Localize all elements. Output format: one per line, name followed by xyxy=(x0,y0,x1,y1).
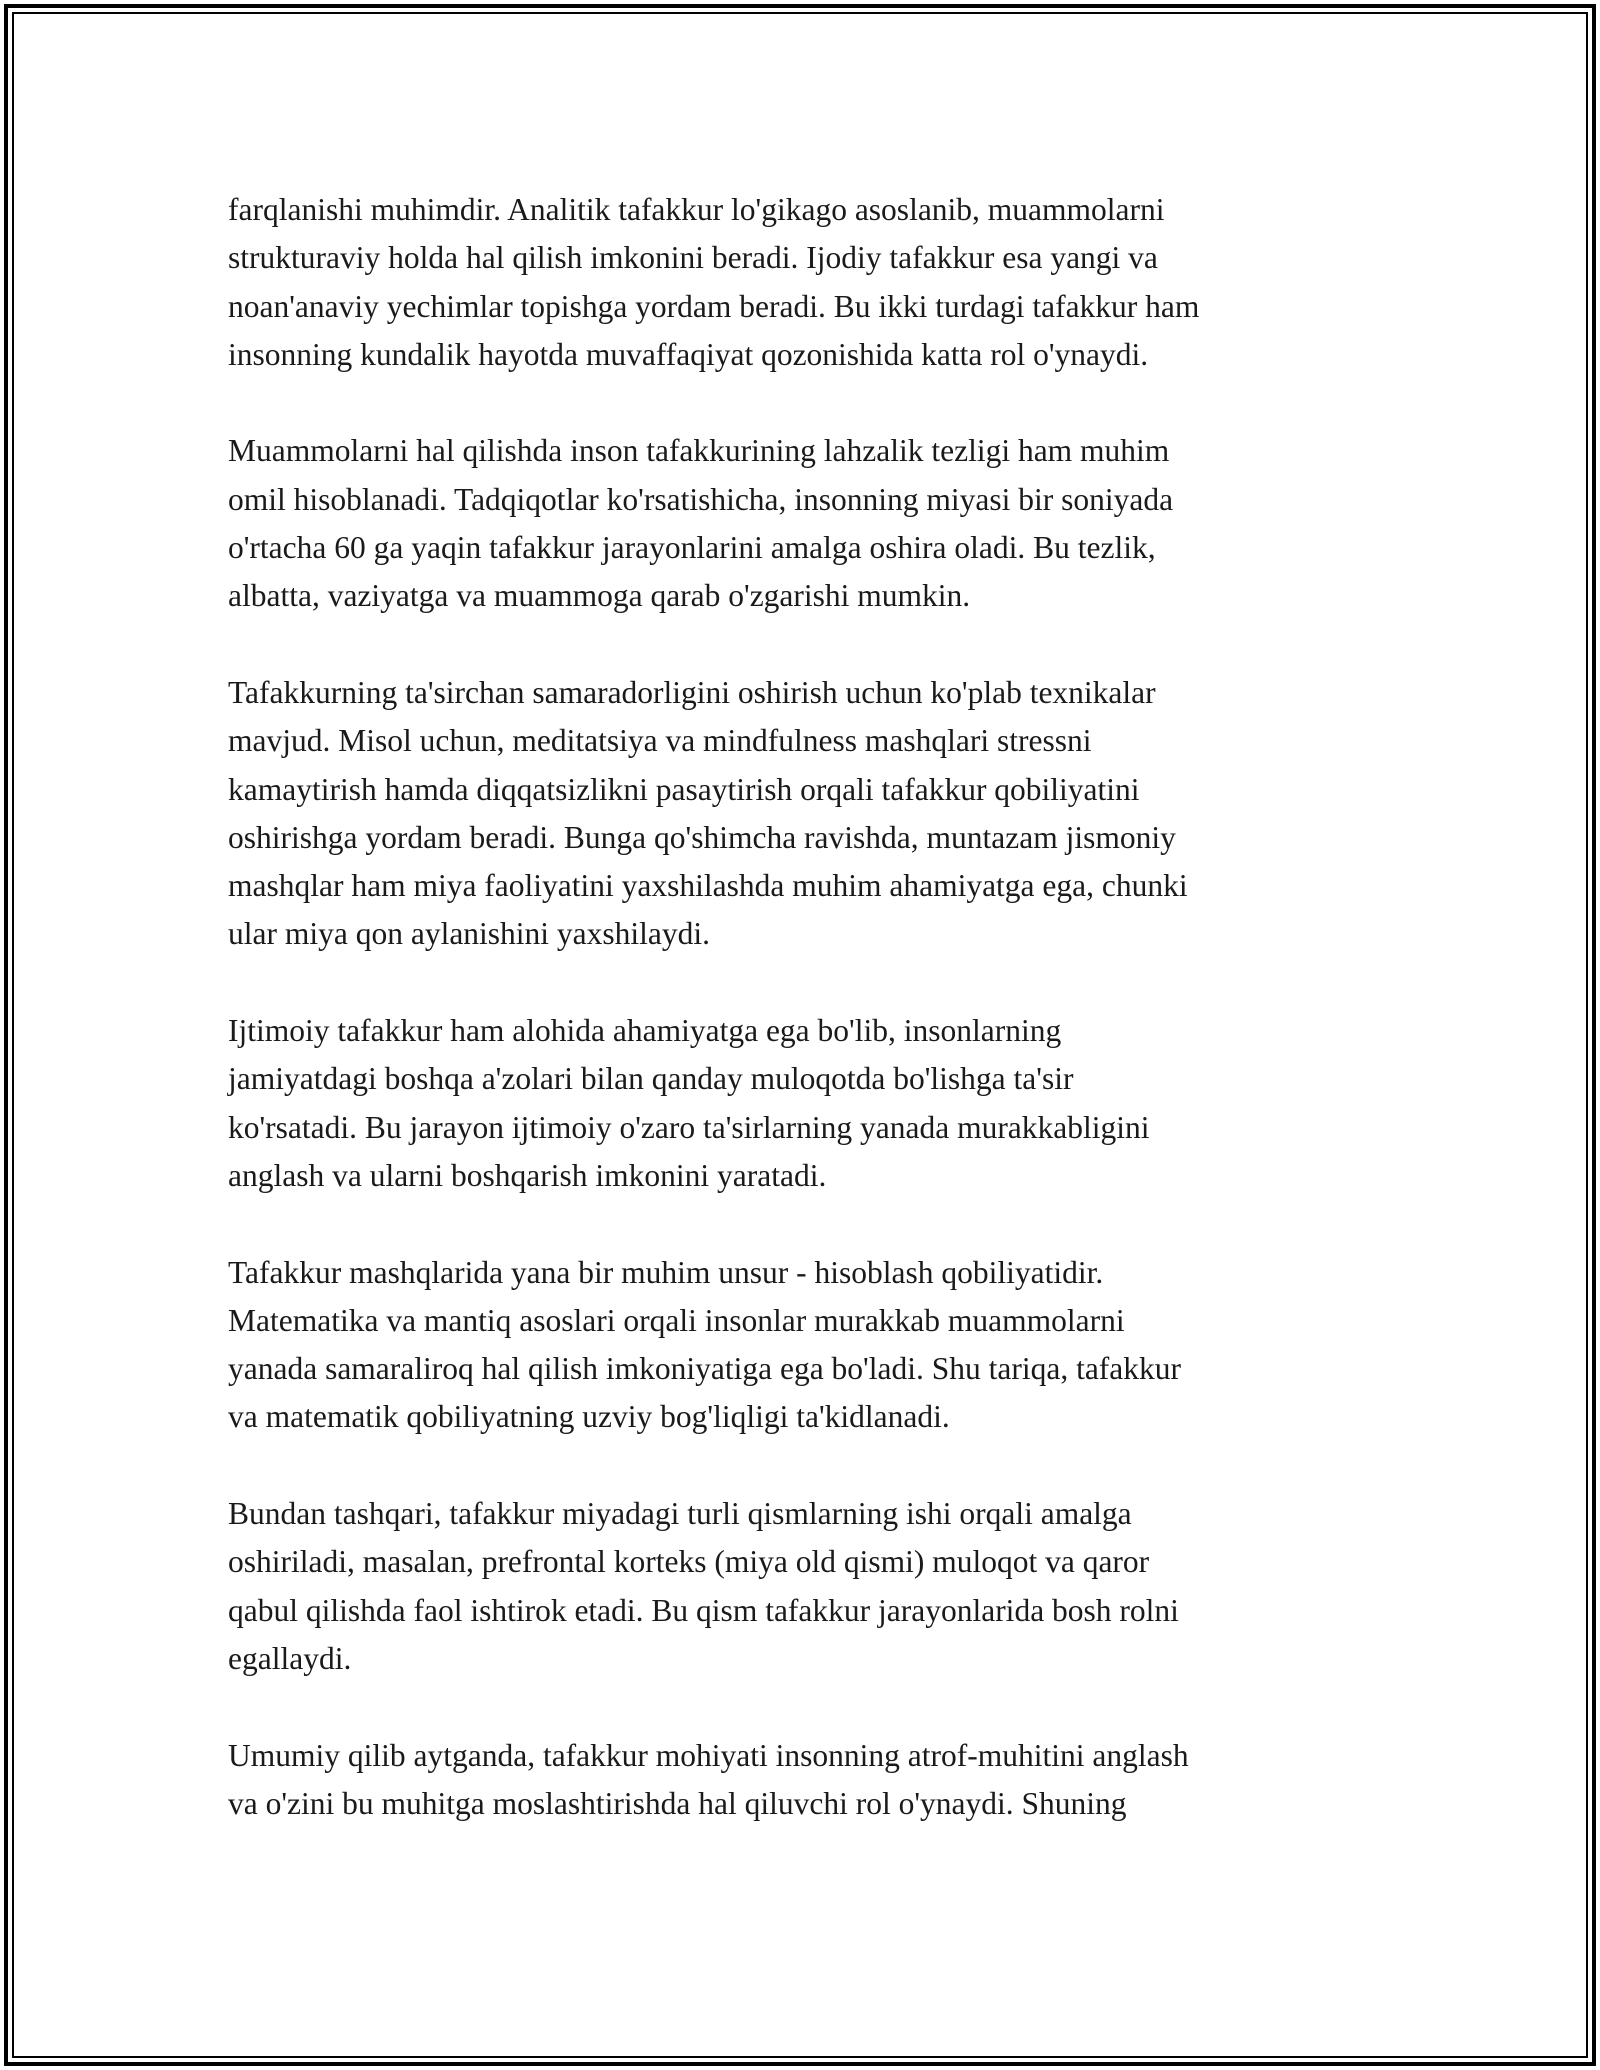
text-line: ular miya qon aylanishini yaxshilaydi. xyxy=(228,916,711,952)
text-line: va matematik qobiliyatning uzviy bog'liqligi ta'kidlanadi. xyxy=(228,1399,950,1435)
paragraph-6 xyxy=(228,1490,1428,1683)
text-line: albatta, vaziyatga va muammoga qarab o'zgarishi mumkin. xyxy=(228,578,971,614)
paragraph-7 xyxy=(228,1732,1428,1829)
text-line: o'rtacha 60 ga yaqin tafakkur jarayonlarini amalga oshira oladi. Bu tezlik, xyxy=(228,530,1156,566)
text-line: insonning kundalik hayotda muvaffaqiyat qozonishida katta rol o'ynaydi. xyxy=(228,336,1149,372)
text-line: yanada samaraliroq hal qilish imkoniyatiga ega bo'ladi. Shu tariqa, tafakkur xyxy=(228,1351,1182,1387)
text-line: Tafakkur mashqlarida yana bir muhim unsur - hisoblash qobiliyatidir. xyxy=(228,1254,1104,1290)
paragraph-1 xyxy=(228,186,1428,379)
text-line: qabul qilishda faol ishtirok etadi. Bu qism tafakkur jarayonlarida bosh rolni xyxy=(228,1592,1179,1628)
text-line: Ijtimoiy tafakkur ham alohida ahamiyatga ega bo'lib, insonlarning xyxy=(228,1013,1062,1049)
text-line: noan'anaviy yechimlar topishga yordam beradi. Bu ikki turdagi tafakkur ham xyxy=(228,288,1200,324)
paragraph-2 xyxy=(228,427,1428,620)
text-line: Tafakkurning ta'sirchan samaradorligini oshirish uchun ko'plab texnikalar xyxy=(228,674,1156,710)
text-line: Umumiy qilib aytganda, tafakkur mohiyati insonning atrof-muhitini anglash xyxy=(228,1737,1189,1773)
text-line: mashqlar ham miya faoliyatini yaxshilashda muhim ahamiyatga ega, chunki xyxy=(228,868,1188,904)
text-line: jamiyatdagi boshqa a'zolari bilan qanday muloqotda bo'lishga ta'sir xyxy=(228,1061,1074,1097)
text-line: strukturaviy holda hal qilish imkonini beradi. Ijodiy tafakkur esa yangi va xyxy=(228,240,1158,276)
text-line: omil hisoblanadi. Tadqiqotlar ko'rsatishicha, insonning miyasi bir soniyada xyxy=(228,481,1174,517)
text-line: oshirishga yordam beradi. Bunga qo'shimcha ravishda, muntazam jismoniy xyxy=(228,819,1176,855)
paragraph-4 xyxy=(228,1007,1428,1200)
paragraph-3 xyxy=(228,669,1428,959)
text-line: Matematika va mantiq asoslari orqali insonlar murakkab muammolarni xyxy=(228,1302,1125,1338)
text-line: farqlanishi muhimdir. Analitik tafakkur lo'gikago asoslanib, muammolarni xyxy=(228,192,1165,227)
text-line: anglash va ularni boshqarish imkonini yaratadi. xyxy=(228,1157,827,1193)
text-line: oshiriladi, masalan, prefrontal korteks (miya old qismi) muloqot va qaror xyxy=(228,1544,1150,1580)
text-line: Bundan tashqari, tafakkur miyadagi turli qismlarning ishi orqali amalga xyxy=(228,1496,1132,1532)
text-line: kamaytirish hamda diqqatsizlikni pasaytirish orqali tafakkur qobiliyatini xyxy=(228,771,1140,807)
text-line: egallaydi. xyxy=(228,1640,352,1676)
text-line: mavjud. Misol uchun, meditatsiya va mindfulness mashqlari stressni xyxy=(228,723,1092,759)
document-body xyxy=(228,186,1428,1828)
text-line: va o'zini bu muhitga moslashtirishda hal qiluvchi rol o'ynaydi. Shuning xyxy=(228,1785,1127,1821)
paragraph-5 xyxy=(228,1249,1428,1442)
text-line: ko'rsatadi. Bu jarayon ijtimoiy o'zaro ta'sirlarning yanada murakkabligini xyxy=(228,1109,1150,1145)
text-line: Muammolarni hal qilishda inson tafakkurining lahzalik tezligi ham muhim xyxy=(228,433,1170,469)
